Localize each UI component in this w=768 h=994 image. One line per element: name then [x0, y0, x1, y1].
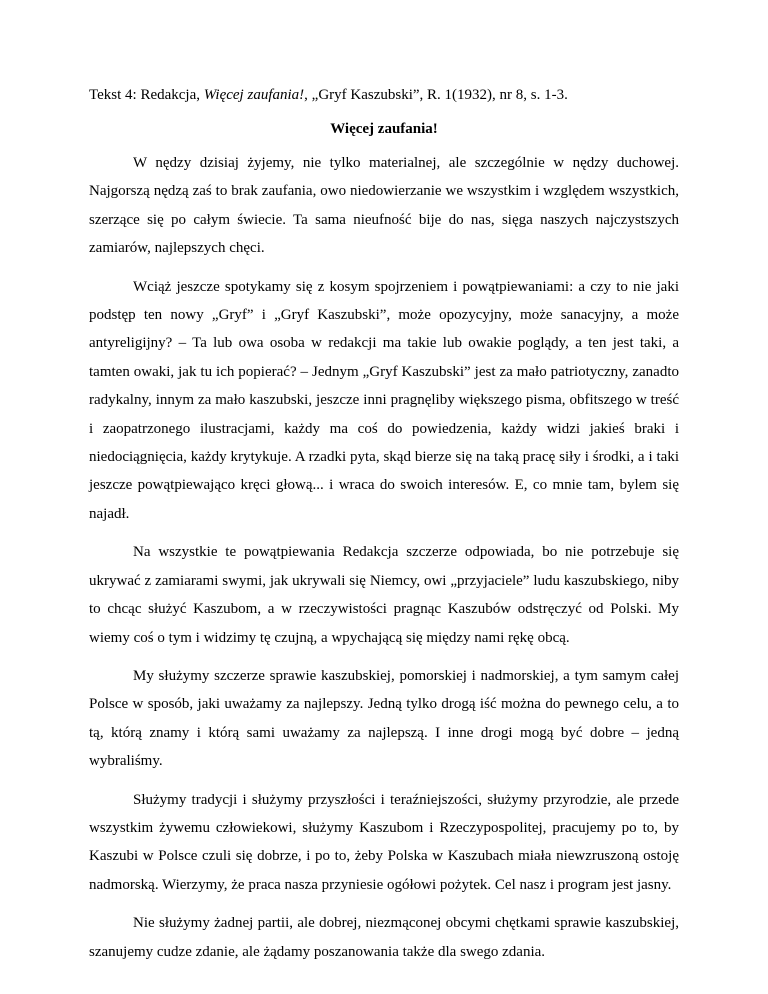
paragraph-4: My służymy szczerze sprawie kaszubskiej, pomorskiej i nadmorskiej, a tym samym całej Polsce w sposób, jaki uważamy za najlepszy. Jedną tylko drogą iść można do pewnego celu, a to tą, którą znamy i którą sami uważamy za najlepszą. I inne drogi mogą być dobre – jedną wybraliśmy. — [89, 667, 679, 770]
citation-title: Więcej zaufania! — [203, 87, 305, 103]
source-citation — [89, 85, 689, 105]
paragraph-1: W nędzy dzisiaj żyjemy, nie tylko materialnej, ale szczególnie w nędzy duchowej. Najgorszą nędzą zaś to brak zaufania, owo niedowierzanie we wszystkim i względem wszystkich, szerzące się po całym świecie. Ta sama nieufność bije do nas, sięga naszych najczystszych zamiarów, najlepszych chęci. — [89, 155, 679, 257]
paragraph-3: Na wszystkie te powątpiewania Redakcja szczerze odpowiada, bo nie potrzebuje się ukrywać z zamiarami swymi, jak ukrywali się Niemcy, owi „przyjaciele” ludu kaszubskiego, niby to chcąc służyć Kaszubom, a w rzeczywistości pragnąc Kaszubów odstręczyć od Polski. My wiemy coś o tym i widzimy tę czujną, a wpychającą się między nami rękę obcą. — [89, 544, 679, 646]
citation-prefix: Tekst 4: Redakcja, — [89, 87, 204, 103]
paragraph-5: Służymy tradycji i służymy przyszłości i teraźniejszości, służymy przyrodzie, ale przede wszystkim żywemu człowiekowi, służymy Kaszubom i Rzeczypospolitej, pracujemy po to, by Kaszubi w Polsce czuli się dobrze, i po to, żeby Polska w Kaszubach miała niewzruszoną ostoję nadmorską. Wierzymy, że praca nasza przyniesie ogółowi pożytek. Cel nasz i program jest jasny. — [89, 791, 679, 893]
article-title: Więcej zaufania! — [330, 121, 438, 137]
paragraph-2: Wciąż jeszcze spotykamy się z kosym spojrzeniem i powątpiewaniami: a czy to nie jaki podstęp ten nowy „Gryf” i „Gryf Kaszubski”, może opozycyjny, może sanacyjny, a może antyreligijny? – Ta lub owa osoba w redakcji ma takie lub owakie poglądy, a ten jest taki, a tamten owaki, jak tu ich popierać? – Jednym „Gryf Kaszubski” jest za mało patriotyczny, zanadto radykalny, innym za mało kaszubski, jeszcze inni pragnęliby większego pisma, obfitszego w treść i zaopatrzonego ilustracjami, każdy ma coś do powiedzenia, każdy widzi jakieś braki i niedociągnięcia, każdy krytykuje. A rzadki pyta, skąd bierze się na taką pracę siły i środki, a i taki jeszcze powątpiewająco kręci głową... i wraca do swoich interesów. E, co mnie tam, bylem się najadł. — [89, 278, 679, 522]
article-body — [89, 149, 679, 976]
citation-suffix: , „Gryf Kaszubski”, R. 1(1932), nr 8, s. 1-3. — [304, 87, 568, 103]
paragraph-6: Nie służymy żadnej partii, ale dobrej, niezmąconej obcymi chętkami sprawie kaszubskiej, szanujemy cudze zdanie, ale żądamy poszanowania także dla swego zdania. — [89, 915, 679, 960]
